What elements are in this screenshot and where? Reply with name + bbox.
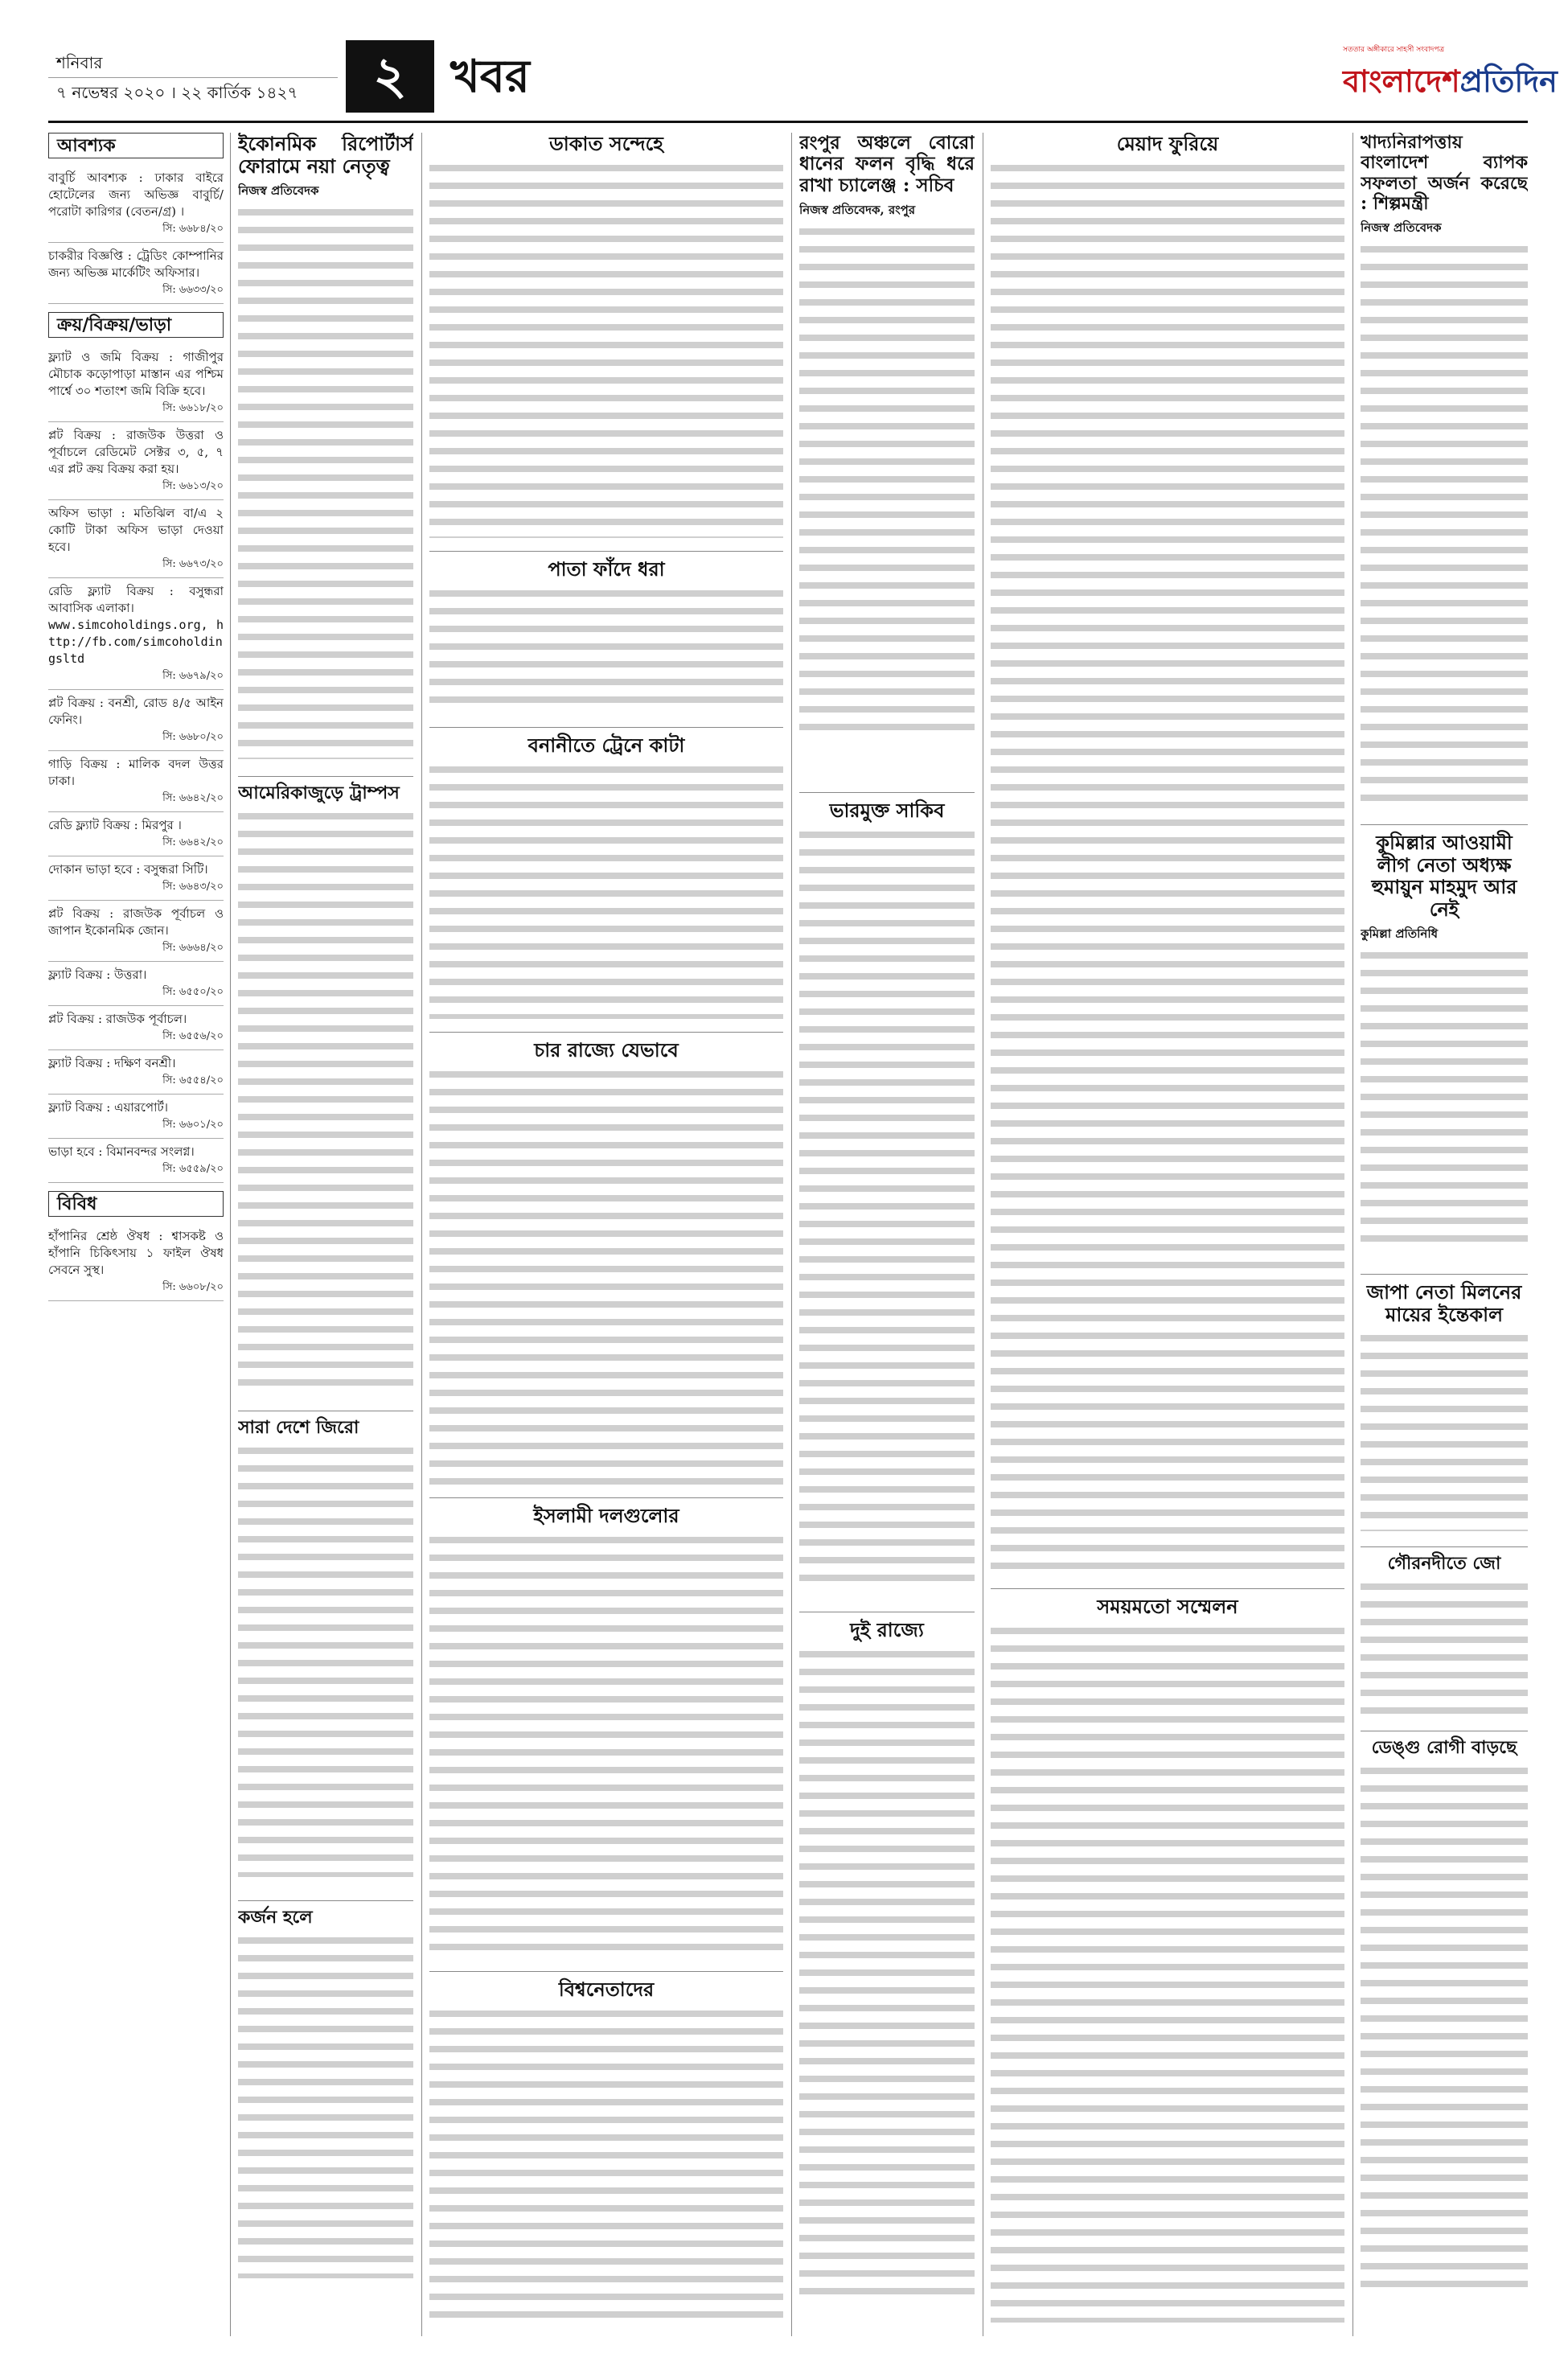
- ad-text: ফ্ল্যাট বিক্রয় : দক্ষিণ বনশ্রী।: [48, 1056, 176, 1070]
- date-label: ৭ নভেম্বর ২০২০ । ২২ কার্তিক ১৪২৭: [56, 83, 298, 102]
- article: [429, 727, 783, 1032]
- masthead: [48, 40, 1558, 121]
- byline: নিজস্ব প্রতিবেদক: [238, 183, 319, 199]
- article: [429, 133, 783, 551]
- masthead-rule: [48, 121, 1528, 123]
- article: [799, 133, 975, 792]
- headline: বিশ্বনেতাদের: [558, 1978, 655, 2001]
- article: [991, 1588, 1344, 2335]
- ad-text: রেডি ফ্ল্যাট বিক্রয় : মিরপুর ।: [48, 818, 182, 832]
- article-body: [238, 808, 413, 1387]
- article-body: [1361, 1763, 1528, 2294]
- article-body: [991, 160, 1344, 1575]
- byline: নিজস্ব প্রতিবেদক, রংপুর: [799, 203, 916, 218]
- classified-ad: [48, 243, 224, 304]
- ad-ref: সি: ৬৬১৩/২০: [162, 480, 224, 492]
- article: [799, 792, 975, 1612]
- article-body: [429, 1066, 783, 1485]
- headline: ডাকাত সন্দেহে: [549, 133, 663, 155]
- headline: সারা দেশে জিরো: [238, 1417, 359, 1438]
- ad-ref: সি: ৬৬৬৪/২০: [162, 942, 224, 954]
- logo-tagline: সততার অঙ্গীকারে সাহসী সংবাদপত্র: [1343, 46, 1445, 54]
- article-body: [1361, 1330, 1528, 1531]
- headline: বনানীতে ট্রেনে কাটা: [527, 733, 685, 757]
- classified-ad: [48, 901, 224, 962]
- classified-heading: ক্রয়/বিক্রয়/ভাড়া: [48, 312, 224, 338]
- logo-name-a: বাংলাদেশ: [1343, 63, 1460, 99]
- headline: খাদ্যনিরাপত্তায় বাংলাদেশ ব্যাপক সফলতা অর্জন করেছে : শিল্পমন্ত্রী: [1361, 133, 1528, 214]
- ad-ref: সি: ৬৬১৮/২০: [162, 402, 224, 414]
- classified-ad: [48, 165, 224, 243]
- ad-ref: সি: ৬৫৫০/২০: [162, 986, 224, 998]
- article-body: [1361, 241, 1528, 804]
- article-body: [238, 1443, 413, 1877]
- ad-text: দোকান ভাড়া হবে : বসুন্ধরা সিটি।: [48, 862, 208, 877]
- headline: পাতা ফাঁদে ধরা: [548, 557, 665, 581]
- news-column: [991, 133, 1344, 2336]
- classified-heading: বিবিধ: [48, 1191, 224, 1217]
- article: [429, 1497, 783, 1971]
- day-label: শনিবার: [48, 48, 338, 78]
- classified-ad: [48, 1050, 224, 1095]
- classified-ad: [48, 1006, 224, 1050]
- article: [238, 1411, 413, 1900]
- article: [991, 133, 1344, 1588]
- byline: নিজস্ব প্রতিবেদক: [1361, 220, 1442, 236]
- column-divider: [230, 133, 231, 2336]
- ad-text: ফ্ল্যাট ও জমি বিক্রয় : গাজীপুর মৌচাক কড়োপাড়া মাস্তান এর পশ্চিম পার্শ্বে ৩০ শতাংশ জমি বিক্রি হবে।: [48, 350, 224, 398]
- classified-ad: [48, 751, 224, 812]
- ad-text: হাঁপানির শ্রেষ্ঠ ঔষধ : শ্বাসকষ্ট ও হাঁপানি চিকিৎসায় ১ ফাইল ঔষধ সেবনে সুস্থ।: [48, 1229, 224, 1277]
- ad-text: অফিস ভাড়া : মতিঝিল বা/এ ২ কোটি টাকা অফিস ভাড়া দেওয়া হবে।: [48, 506, 224, 554]
- headline: ভারমুক্ত সাকিব: [829, 799, 945, 822]
- news-column: [1361, 133, 1528, 2336]
- ad-ref: সি: ৬৬৩৩/২০: [162, 284, 224, 296]
- headline: রংপুর অঞ্চলে বোরো ধানের ফলন বৃদ্ধি ধরে রাখা চ্যালেঞ্জ : সচিব: [799, 133, 975, 196]
- classified-heading: আবশ্যক: [48, 133, 224, 158]
- article-body: [429, 160, 783, 538]
- headline: গৌরনদীতে জো: [1387, 1553, 1501, 1574]
- classified-ad: [48, 856, 224, 901]
- article: [1361, 1731, 1528, 2317]
- section-title: খবর: [450, 50, 530, 103]
- classified-ad: [48, 500, 224, 578]
- ad-ref: সি: ৬৬০১/২০: [162, 1119, 224, 1131]
- article-body: [799, 1646, 975, 2306]
- article: [238, 133, 413, 776]
- news-column: [799, 133, 975, 2336]
- article: [1361, 824, 1528, 1274]
- article-body: [238, 1932, 413, 2278]
- headline: ডেঙ্গু রোগী বাড়ছে: [1371, 1737, 1517, 1758]
- news-column: [429, 133, 783, 2336]
- classified-ad: [48, 578, 224, 690]
- byline: কুমিল্লা প্রতিনিধি: [1361, 926, 1439, 942]
- newspaper-logo: [1343, 40, 1558, 113]
- ad-text: প্লট বিক্রয় : রাজউক পূর্বাচল।: [48, 1012, 187, 1026]
- ad-ref: সি: ৬৬৪২/২০: [162, 836, 224, 848]
- headline: আমেরিকাজুড়ে ট্রাম্পস: [238, 782, 400, 803]
- article: [429, 1032, 783, 1497]
- ad-text: গাড়ি বিক্রয় : মালিক বদল উত্তর ঢাকা।: [48, 757, 224, 788]
- article-body: [799, 827, 975, 1591]
- page-number: ২: [346, 40, 434, 113]
- article: [429, 551, 783, 727]
- ad-ref: সি: ৬৬৪৩/২০: [162, 881, 224, 893]
- article-body: [799, 224, 975, 738]
- ad-ref: সি: ৬৬৮৪/২০: [162, 223, 224, 235]
- column-divider: [421, 133, 422, 2336]
- ad-text: রেডি ফ্ল্যাট বিক্রয় : বসুন্ধরা আবাসিক এলাকা।: [48, 584, 224, 615]
- article-body: [1361, 947, 1528, 1253]
- headline: ইসলামী দলগুলোর: [533, 1504, 679, 1527]
- classified-ad: [48, 422, 224, 500]
- classified-ad: [48, 1139, 224, 1183]
- ad-text: প্লট বিক্রয় : বনশ্রী, রোড ৪/৫ আইন ফেনিং।: [48, 696, 224, 727]
- ad-ref: সি: ৬৫৫৪/২০: [162, 1074, 224, 1086]
- column-divider: [791, 133, 792, 2336]
- ad-ref: সি: ৬৬০৮/২০: [162, 1281, 224, 1293]
- headline: চার রাজ্যে যেভাবে: [534, 1038, 679, 1062]
- ad-ref: সি: ৬৬৮০/২০: [162, 731, 224, 743]
- ad-ref: সি: ৬৫৫৯/২০: [162, 1163, 224, 1175]
- headline: দুই রাজ্যে: [850, 1618, 924, 1641]
- article-body: [429, 762, 783, 1019]
- ad-text: চাকরীর বিজ্ঞপ্তি : ট্রেডিং কোম্পানির জন্য অভিজ্ঞ মার্কেটিং অফিসার।: [48, 248, 224, 280]
- article-body: [429, 585, 783, 714]
- ad-text: প্লট বিক্রয় : রাজউক পূর্বাচল ও জাপান ইকোনমিক জোন।: [48, 906, 224, 938]
- headline: কুমিল্লার আওয়ামী লীগ নেতা অধ্যক্ষ হুমায়ুন মাহমুদ আর নেই: [1371, 831, 1517, 921]
- article-body: [238, 204, 413, 759]
- article: [799, 1612, 975, 2327]
- classified-column: [48, 133, 224, 2336]
- ad-text: ফ্ল্যাট বিক্রয় : এয়ারপোর্ট।: [48, 1100, 168, 1115]
- ad-ref: সি: ৬৫৫৬/২০: [162, 1030, 224, 1042]
- ad-url[interactable]: www.simcoholdings.org, http://fb.com/simcoholdingsltd: [48, 618, 224, 666]
- logo-name-b: প্রতিদিন: [1459, 63, 1558, 99]
- classified-ad: [48, 1223, 224, 1301]
- headline: কর্জন হলে: [238, 1907, 313, 1928]
- date-block: [48, 48, 338, 107]
- classified-ad: [48, 962, 224, 1006]
- article-body: [429, 1532, 783, 1958]
- ad-text: ফ্ল্যাট বিক্রয় : উত্তরা।: [48, 967, 147, 982]
- article: [1361, 1274, 1528, 1546]
- article: [238, 776, 413, 1411]
- ad-ref: সি: ৬৬৭৩/২০: [162, 558, 224, 570]
- headline: জাপা নেতা মিলনের মায়ের ইন্তেকাল: [1366, 1280, 1522, 1326]
- headline: ইকোনমিক রিপোর্টার্স ফোরামে নয়া নেতৃত্ব: [238, 133, 413, 178]
- classified-ad: [48, 690, 224, 751]
- article: [1361, 1546, 1528, 1731]
- article-body: [1361, 1579, 1528, 1715]
- ad-text: প্লট বিক্রয় : রাজউক উত্তরা ও পূর্বাচলে রেডিমেট সেক্টর ৩, ৫, ৭ এর প্লট ক্রয় বিক্রয় করা হয়।: [48, 428, 224, 476]
- ad-ref: সি: ৬৬৭৯/২০: [162, 670, 224, 682]
- classified-ad: [48, 812, 224, 856]
- logo-name: [1343, 58, 1558, 109]
- article-body: [991, 1623, 1344, 2323]
- article: [429, 1971, 783, 2332]
- ad-text: ভাড়া হবে : বিমানবন্দর সংলগ্ন।: [48, 1144, 195, 1159]
- article-body: [429, 2006, 783, 2319]
- classified-ad: [48, 1095, 224, 1139]
- ad-text: বাবুর্চি আবশ্যক : ঢাকার বাইরে হোটেলের জন্য অভিজ্ঞ বাবুর্চি/ পরোটা কারিগর (বেতন/গ্র) ।: [48, 170, 224, 219]
- headline: সময়মতো সম্মেলন: [1097, 1595, 1238, 1618]
- article: [1361, 133, 1528, 824]
- article: [238, 1900, 413, 2310]
- ad-ref: সি: ৬৬৪২/২০: [162, 792, 224, 804]
- headline: মেয়াদ ফুরিয়ে: [1116, 133, 1219, 155]
- classified-ad: [48, 344, 224, 422]
- news-column: [238, 133, 413, 2336]
